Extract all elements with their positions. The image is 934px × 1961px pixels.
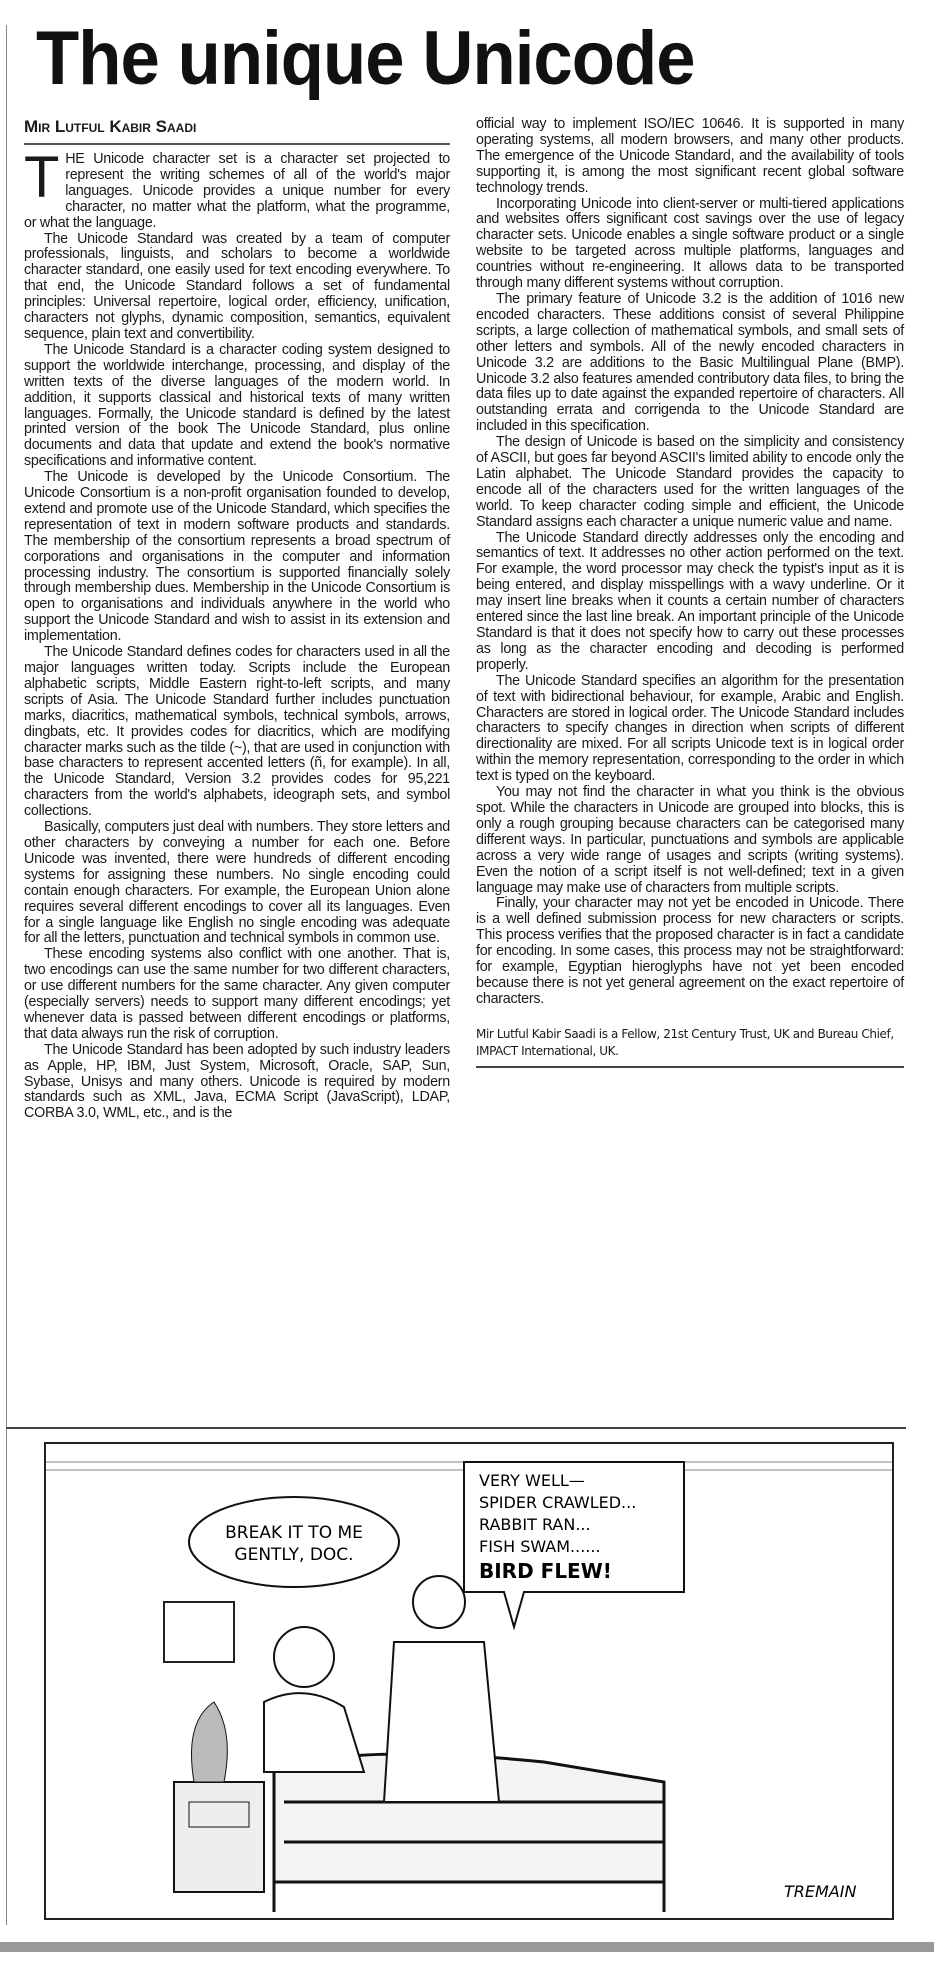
bubble-line: SPIDER CRAWLED... <box>479 1493 637 1512</box>
article-column-left <box>24 145 450 1122</box>
bubble-line: VERY WELL— <box>479 1471 585 1490</box>
headline: The unique Unicode <box>36 16 695 101</box>
patient-speech-bubble <box>189 1497 399 1587</box>
paragraph: Incorporating Unicode into client-server or multi-tiered applications and websites offers significant cost savings over the use of legacy character sets. Unicode enables a single software product or a single website to be targeted across multiple platforms, languages and countries without re-engineering. It allows data to be transported through many different systems without corruption. <box>476 195 904 292</box>
drop-cap: T <box>24 145 60 210</box>
paragraph: The Unicode is developed by the Unicode Consortium. The Unicode Consortium is a non-profit organisation founded to develop, extend and promote use of the Unicode Standard, which specifies the representation of text in modern software products and standards. The membership of the consortium represents a broad spectrum of corporations and organisations in the computer and information processing industry. The consortium is supported financially solely through membership dues. Membership in the Unicode Consortium is open to organisations and individuals anywhere in the world who support the Unicode Standard and wish to assist in its extension and implementation. <box>24 469 450 645</box>
author-bio: Mir Lutful Kabir Saadi is a Fellow, 21st Century Trust, UK and Bureau Chief, IMPACT International, UK. <box>476 1026 904 1068</box>
page-footer-bar <box>0 1942 934 1952</box>
bubble-line: FISH SWAM...... <box>479 1537 601 1556</box>
paragraph: THE Unicode character set is a character set projected to represent the writing schemes of all of the world's major languages. Unicode provides a unique number for every character, no matter what the platform, what the programme, or what the language. <box>24 145 450 231</box>
bubble-line: RABBIT RAN... <box>479 1515 591 1534</box>
paragraph: Basically, computers just deal with numbers. They store letters and other characters by conveying a number for each one. Before Unicode was invented, there were hundreds of different encoding systems for assigning these numbers. No single encoding could contain enough characters. For example, the European Union alone requires several different encodings to cover all its languages. Even for a single language like English no single encoding was adequate for all the letters, punctuation and technical symbols in common use. <box>24 819 450 947</box>
paragraph: The design of Unicode is based on the simplicity and consistency of ASCII, but goes far beyond ASCII's limited ability to encode only the Latin alphabet. The Unicode Standard provides the capacity to encode all of the characters used for the written languages of the world. To keep character coding simple and efficient, the Unicode Standard assigns each character a unique numeric value and name. <box>476 434 904 530</box>
cartoonist-signature: TREMAIN <box>784 1882 857 1901</box>
nightstand <box>174 1782 264 1892</box>
paragraph: You may not find the character in what you think is the obvious spot. While the characters in Unicode are grouped into blocks, this is only a rough grouping because characters can be categorised many different ways. In particular, punctuations and symbols are applicable across a very wide range of usages and scripts (writing systems). Even the notion of a script itself is not well-defined; text in a given language may make use of characters from multiple scripts. <box>476 784 904 896</box>
paragraph: The Unicode Standard was created by a team of computer professionals, linguists, and scholars to become a worldwide character standard, one easily used for text encoding everywhere. To that end, the Unicode Standard follows a set of fundamental principles: Universal repertoire, logical order, efficiency, unification, characters not glyphs, dynamic composition, semantics, equivalent sequence, plain text and convertibility. <box>24 230 450 342</box>
editorial-cartoon <box>44 1442 894 1920</box>
bubble-line: BREAK IT TO ME <box>225 1523 363 1543</box>
paragraph: official way to implement ISO/IEC 10646. It is supported in many operating systems, all modern browsers, and many other products. The emergence of the Unicode Standard, and the availability of tools supporting it, is among the most significant recent global software technology trends. <box>476 116 904 196</box>
paragraph: The Unicode Standard defines codes for characters used in all the major languages written today. Scripts include the European alphabetic scripts, Middle Eastern right-to-left scripts, and many scripts of Asia. The Unicode Standard further includes punctuation marks, diacritics, mathematical symbols, technical symbols, arrows, dingbats, etc. It provides codes for diacritics, which are modifying character marks such as the tilde (~), that are used in conjunction with base characters to represent accented letters (ñ, for example). In all, the Unicode Standard, Version 3.2 provides codes for 95,221 characters from the world's alphabets, ideograph sets, and symbol collections. <box>24 644 450 820</box>
bubble-line: GENTLY, DOC. <box>234 1545 354 1565</box>
paragraph: The primary feature of Unicode 3.2 is the addition of 1016 new encoded characters. These additions consist of several Philippine scripts, a large collection of mathematical symbols, and small sets of other letters and symbols. All of the newly encoded characters in Unicode 3.2 are additions to the Basic Multilingual Plane (BMP). Unicode 3.2 also features amended contributory data files, to bring the data files up to date against the expanded repertoire of characters. All outstanding errata and corrigenda to the Unicode Standard are included in this specification. <box>476 290 904 435</box>
paragraph: The Unicode Standard specifies an algorithm for the presentation of text with bidirectional behaviour, for example, Arabic and English. Characters are stored in logical order. The Unicode Standard includes characters to specify changes in direction when scripts of different directionality are mixed. For all scripts Unicode text is in logical order within the memory representation, corresponding to the order in which text is typed on the keyboard. <box>476 672 904 785</box>
paragraph: Finally, your character may not yet be encoded in Unicode. There is a well defined submission process for new characters or scripts. This process verifies that the proposed character is in fact a candidate for encoding. In some cases, this process may not be straightforward: for example, Egyptian hieroglyphs have not yet been encoded because there is not yet general agreement on the exact repertoire of characters. <box>476 895 904 1007</box>
paragraph: The Unicode Standard directly addresses only the encoding and semantics of text. It addresses no other action performed on the text. For example, the word processor may check the typist's input as it is being entered, and display misspellings with a wavy underline. Or it may insert line breaks when it counts a certain number of characters entered since the last line break. An important principle of the Unicode Standard is that it does not specify how to carry out these processes as long as the character encoding and decoding is performed properly. <box>476 529 904 673</box>
article-column-right <box>476 117 904 1068</box>
paragraph: These encoding systems also conflict with one another. That is, two encodings can use the same number for two different characters, or use different numbers for the same character. Any given computer (especially servers) needs to support many different encodings; yet whenever data is passed between different encodings or platforms, that data always run the risk of corruption. <box>24 946 450 1042</box>
paragraph: The Unicode Standard is a character coding system designed to support the worldwide interchange, processing, and display of the written texts of the diverse languages of the modern world. In addition, it supports classical and historical texts of many written languages. Formally, the Unicode standard is defined by the latest printed version of the book The Unicode Standard, plus online documents and data that update and extend the book's normative specifications and informative content. <box>24 341 450 470</box>
bubble-line: BIRD FLEW! <box>479 1559 612 1583</box>
column-rule <box>6 25 7 1925</box>
paragraph: The Unicode Standard has been adopted by such industry leaders as Apple, HP, IBM, Just System, Microsoft, Oracle, SAP, Sun, Sybase, Unisys and many others. Unicode is required by modern standards such as XML, Java, ECMA Script (JavaScript), LDAP, CORBA 3.0, WML, etc., and is the <box>24 1041 450 1122</box>
section-divider <box>6 1427 906 1429</box>
byline: Mir Lutful Kabir Saadi <box>24 117 450 145</box>
